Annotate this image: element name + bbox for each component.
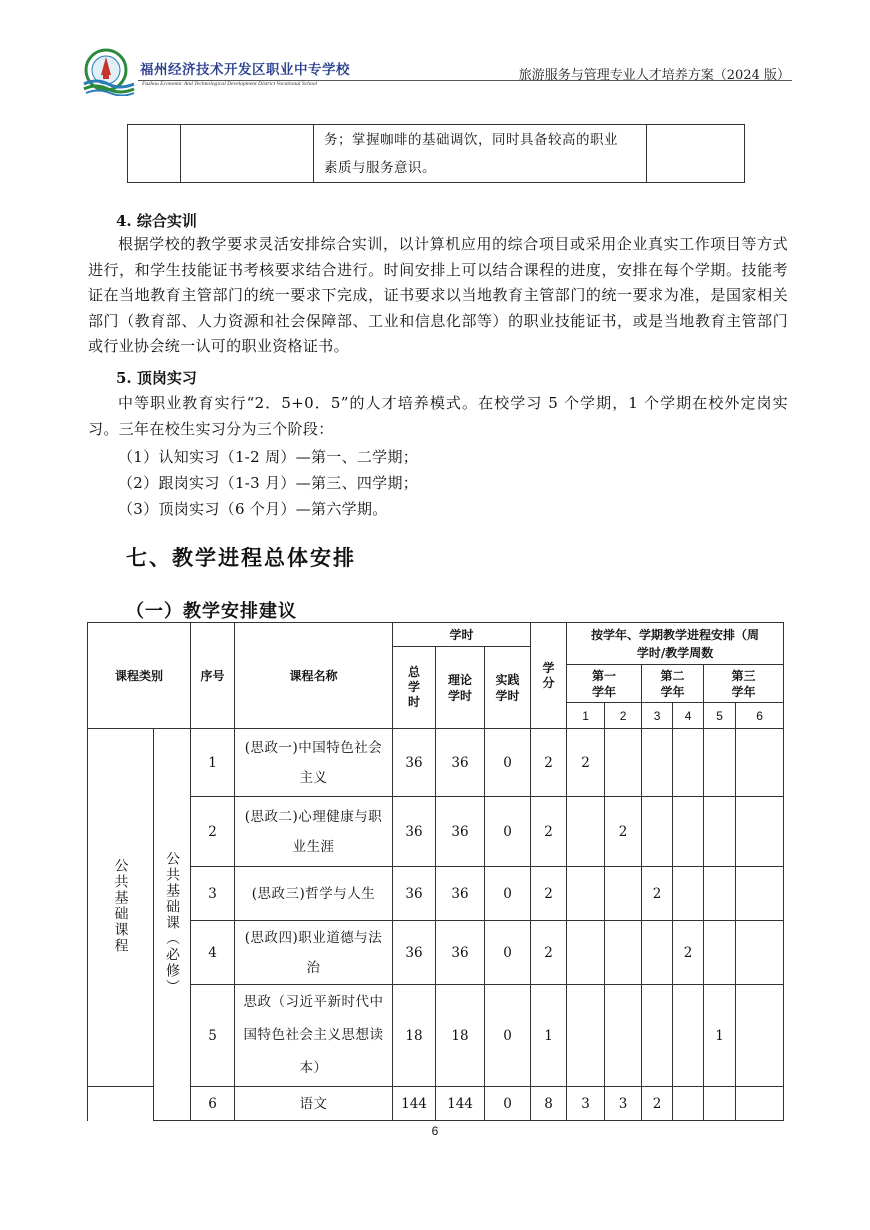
row-practice: 0 [485, 921, 531, 985]
row-sem-1: 2 [567, 729, 605, 797]
header-category: 课程类别 [88, 623, 191, 729]
header-arrangement-text: 按学年、学期教学进程安排（周学时/教学周数 [591, 627, 760, 660]
school-name-cn: 福州经济技术开发区职业中专学校 [140, 62, 350, 78]
row-theory: 144 [436, 1087, 485, 1121]
row-sem-3 [642, 797, 673, 867]
row-theory: 36 [436, 867, 485, 921]
header-seq: 序号 [191, 623, 235, 729]
table-row [88, 797, 784, 867]
header-arrangement [567, 623, 784, 665]
row-course-name: (思政一)中国特色社会主义 [235, 729, 393, 797]
row-credit: 2 [531, 867, 567, 921]
table-cell [181, 125, 314, 183]
row-credit: 2 [531, 797, 567, 867]
row-total: 18 [393, 985, 436, 1087]
header-hours: 学时 [393, 623, 531, 647]
row-practice: 0 [485, 867, 531, 921]
semester-header: 5 [704, 703, 736, 729]
row-course-name: 思政（习近平新时代中国特色社会主义思想读本） [235, 985, 393, 1087]
school-logo-icon [80, 48, 138, 96]
row-seq: 4 [191, 921, 235, 985]
teaching-schedule-table [87, 622, 784, 1121]
category-sub: 公共基础课（必修） [164, 850, 180, 995]
row-theory: 36 [436, 921, 485, 985]
header-year-1 [567, 665, 642, 703]
header-theory-text: 理论学时 [448, 672, 473, 703]
header-total-text: 总学时 [408, 665, 421, 709]
row-credit: 8 [531, 1087, 567, 1121]
header-year-2 [642, 665, 704, 703]
row-sem-4 [673, 1087, 704, 1121]
row-theory: 36 [436, 797, 485, 867]
table-row [88, 985, 784, 1087]
page-number: 6 [431, 1124, 439, 1138]
header-total-hours [393, 647, 436, 729]
row-sem-1 [567, 867, 605, 921]
row-course-name: (思政二)心理健康与职业生涯 [235, 797, 393, 867]
row-practice: 0 [485, 729, 531, 797]
semester-header: 6 [736, 703, 784, 729]
category-sub-cell [154, 729, 191, 1121]
header-practice-hours [485, 647, 531, 729]
row-credit: 1 [531, 985, 567, 1087]
category-main-cell-cont [88, 1087, 154, 1121]
description-line: 素质与服务意识。 [324, 160, 436, 176]
header-year-3 [704, 665, 784, 703]
row-sem-5: 1 [704, 985, 736, 1087]
row-credit: 2 [531, 921, 567, 985]
row-course-name: (思政四)职业道德与法治 [235, 921, 393, 985]
row-sem-2: 3 [605, 1087, 642, 1121]
semester-header: 3 [642, 703, 673, 729]
header-credit [531, 623, 567, 729]
semester-header: 2 [605, 703, 642, 729]
section-5-paragraph: 中等职业教育实行“2．5+0．5”的人才培养模式。在校学习 5 个学期，1 个学期在校外定岗实习。三年在校生实习分为三个阶段： [88, 394, 788, 438]
row-practice: 0 [485, 1087, 531, 1121]
row-seq: 2 [191, 797, 235, 867]
row-sem-1 [567, 797, 605, 867]
row-total: 36 [393, 729, 436, 797]
table-cell [128, 125, 181, 183]
continued-table [127, 124, 745, 183]
category-main: 公共基础课程 [112, 857, 129, 954]
row-theory: 18 [436, 985, 485, 1087]
section-7-title: 七、教学进程总体安排 [126, 546, 356, 570]
section-4-paragraph: 根据学校的教学要求灵活安排综合实训，以计算机应用的综合项目或采用企业真实工作项目等方式进行，和学生技能证书考核要求结合进行。时间安排上可以结合课程的进度，安排在每个学期。技能考证在当地教育主管部门的统一要求下完成，证书要求以当地教育主管部门的统一要求为准，是国家相关部门（教育部、人力资源和社会保障部、工业和信息化部等）的职业技能证书，或是当地教育主管部门或行业协会统一认可的职业资格证书。 [88, 235, 788, 356]
header-year-2-text: 第二学年 [660, 668, 685, 699]
row-sem-2: 2 [605, 797, 642, 867]
row-total: 36 [393, 867, 436, 921]
row-credit: 2 [531, 729, 567, 797]
row-seq: 3 [191, 867, 235, 921]
row-seq: 5 [191, 985, 235, 1087]
row-sem-5 [704, 729, 736, 797]
row-sem-6 [736, 797, 784, 867]
row-sem-2 [605, 985, 642, 1087]
row-sem-4: 2 [673, 921, 704, 985]
row-sem-4 [673, 797, 704, 867]
semester-header: 1 [567, 703, 605, 729]
row-sem-4 [673, 729, 704, 797]
row-sem-4 [673, 867, 704, 921]
semester-header: 4 [673, 703, 704, 729]
table-row [88, 729, 784, 797]
row-sem-6 [736, 867, 784, 921]
document-title: 旅游服务与管理专业人才培养方案（2024 版） [518, 68, 790, 83]
row-seq: 1 [191, 729, 235, 797]
table-row [88, 867, 784, 921]
category-main-cell [88, 729, 154, 1087]
section-4-heading: 4. 综合实训 [116, 212, 197, 230]
row-sem-5 [704, 867, 736, 921]
row-sem-6 [736, 1087, 784, 1121]
description-line: 务；掌握咖啡的基础调饮，同时具备较高的职业 [324, 132, 618, 148]
row-sem-2 [605, 921, 642, 985]
school-name-en: Fuzhou Economic And Technological Development District Vocational School [142, 81, 318, 87]
row-total: 36 [393, 921, 436, 985]
row-sem-1 [567, 921, 605, 985]
header-credit-text: 学分 [542, 660, 555, 690]
table-row [88, 1087, 784, 1121]
row-total: 36 [393, 797, 436, 867]
row-course-name: 语文 [235, 1087, 393, 1121]
row-sem-5 [704, 1087, 736, 1121]
row-sem-1: 3 [567, 1087, 605, 1121]
row-sem-5 [704, 921, 736, 985]
row-sem-3 [642, 729, 673, 797]
list-item: （2）跟岗实习（1-3 月）—第三、四学期； [118, 474, 419, 492]
row-sem-4 [673, 985, 704, 1087]
row-sem-6 [736, 985, 784, 1087]
row-sem-3 [642, 921, 673, 985]
row-sem-6 [736, 921, 784, 985]
table-row [88, 921, 784, 985]
section-5-heading: 5. 顶岗实习 [116, 369, 197, 387]
header-year-3-text: 第三学年 [731, 668, 756, 699]
list-item: （1）认知实习（1-2 周）—第一、二学期； [118, 448, 419, 466]
row-practice: 0 [485, 797, 531, 867]
header-course-name: 课程名称 [235, 623, 393, 729]
row-sem-2 [605, 867, 642, 921]
row-practice: 0 [485, 985, 531, 1087]
header-rule [138, 80, 792, 81]
row-course-name: (思政三)哲学与人生 [235, 867, 393, 921]
row-sem-1 [567, 985, 605, 1087]
row-sem-5 [704, 797, 736, 867]
row-seq: 6 [191, 1087, 235, 1121]
row-theory: 36 [436, 729, 485, 797]
row-sem-6 [736, 729, 784, 797]
row-sem-3: 2 [642, 1087, 673, 1121]
page-header [80, 48, 792, 96]
header-theory-hours [436, 647, 485, 729]
row-sem-2 [605, 729, 642, 797]
list-item: （3）顶岗实习（6 个月）—第六学期。 [118, 500, 388, 518]
header-practice-text: 实践学时 [495, 672, 520, 703]
table-cell [647, 125, 745, 183]
table-cell-description [314, 125, 647, 183]
subsection-1-title: （一）教学安排建议 [126, 601, 297, 622]
row-sem-3: 2 [642, 867, 673, 921]
row-total: 144 [393, 1087, 436, 1121]
row-sem-3 [642, 985, 673, 1087]
header-year-1-text: 第一学年 [592, 668, 617, 699]
